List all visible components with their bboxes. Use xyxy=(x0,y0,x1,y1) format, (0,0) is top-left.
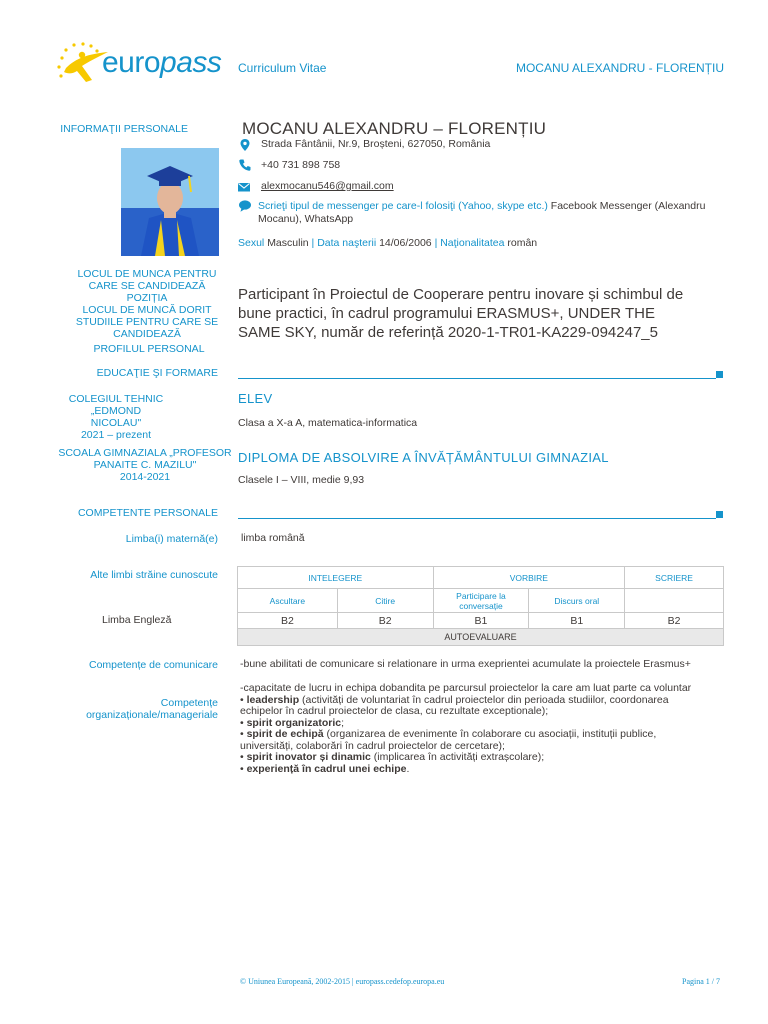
education-detail: Clasa a X-a A, matematica-informatica xyxy=(238,417,418,429)
mother-tongue-value: limba română xyxy=(241,532,305,544)
level-reading: B2 xyxy=(337,613,433,629)
header-doc-type: Curriculum Vitae xyxy=(238,61,327,75)
position-label: STUDIILE PENTRU CARE SE xyxy=(75,316,219,328)
section-divider xyxy=(238,378,716,379)
level-listening: B2 xyxy=(238,613,338,629)
skill-description: ; xyxy=(341,716,345,729)
messenger-info xyxy=(258,200,728,226)
language-table xyxy=(237,566,724,646)
messenger-hint: Scrieţi tipul de messenger pe care-l folosiţi (Yahoo, skype etc.) xyxy=(258,200,548,212)
education-item-school xyxy=(50,393,182,441)
skill-keyword: spirit inovator și dinamic xyxy=(246,751,371,763)
language-name: Limba Engleză xyxy=(102,614,172,626)
messenger-value-1: Facebook Messenger (Alexandru xyxy=(547,200,706,212)
email-icon xyxy=(237,180,251,194)
sex-label: Sexul xyxy=(238,237,265,249)
communication-text: -bune abilitati de comunicare si relationare in urma exeprientei acumulate la proiectele Erasmus+ xyxy=(240,658,691,670)
nationality-label: Naţionalitatea xyxy=(440,237,505,249)
school-name: SCOALA GIMNAZIALA „PROFESOR xyxy=(58,447,232,459)
communication-label: Competențe de comunicare xyxy=(89,659,218,671)
school-name: PANAITE C. MAZILU" xyxy=(93,459,197,471)
position-text-line: bune practici, în cadrul programului ERASMUS+, UNDER THE xyxy=(238,305,655,322)
other-languages-label: Alte limbi străine cunoscute xyxy=(90,569,218,581)
self-assessment-footer: AUTOEVALUARE xyxy=(238,629,724,646)
chat-bubble-icon xyxy=(238,199,252,213)
bullet-icon: • xyxy=(240,693,247,706)
education-period: 2014-2021 xyxy=(119,471,171,483)
skill-description: (organizarea de evenimente în colaborare cu asociații, instituții publice, xyxy=(323,728,657,740)
skill-keyword: spirit de echipă xyxy=(246,728,324,740)
mother-tongue-label: Limba(i) maternă(e) xyxy=(125,533,218,545)
position-label: CARE SE CANDIDEAZĂ xyxy=(88,280,206,292)
position-text-line: SAME SKY, număr de referință 2020-1-TR01-KA229-094247_5 xyxy=(238,324,658,341)
position-labels xyxy=(62,268,232,355)
phone: +40 731 898 758 xyxy=(261,159,341,171)
header-writing: SCRIERE xyxy=(625,567,724,589)
logo-text-pass: pass xyxy=(160,46,222,79)
organisational-label xyxy=(40,697,218,721)
position-label: LOCUL DE MUNCA PENTRU xyxy=(77,268,217,280)
header-interaction-line: Participare la xyxy=(456,590,506,601)
section-divider xyxy=(238,518,716,519)
header-reading: Citire xyxy=(337,589,433,613)
skill-description: universități, colaborări în cadrul proiectelor de cercetare); xyxy=(240,739,505,752)
header-production: Discurs oral xyxy=(529,589,625,613)
organisational-text xyxy=(240,683,730,775)
education-period: 2021 – prezent xyxy=(80,429,152,441)
bullet-icon: • xyxy=(240,751,247,763)
separator: | xyxy=(311,237,315,249)
personal-details-line xyxy=(238,237,537,250)
header-empty xyxy=(625,589,724,613)
skill-keyword: leadership xyxy=(246,693,300,706)
address: Strada Fântânii, Nr.9, Broșteni, 627050, România xyxy=(261,138,491,150)
full-name: MOCANU ALEXANDRU – FLORENȚIU xyxy=(242,119,547,138)
organisational-list xyxy=(240,695,730,776)
position-label: POZIȚIA xyxy=(126,292,168,304)
header-person-name: MOCANU ALEXANDRU - FLORENȚIU xyxy=(515,61,724,75)
organisational-label-line: Competențe xyxy=(160,697,218,709)
footer-copyright: © Uniunea Europeană, 2002-2015 | europass.cedefop.europa.eu xyxy=(240,977,445,986)
header-listening: Ascultare xyxy=(238,589,338,613)
education-title: DIPLOMA DE ABSOLVIRE A ÎNVĂȚĂMÂNTULUI GIMNAZIAL xyxy=(238,450,609,465)
header-interaction-line: conversație xyxy=(459,600,503,611)
skill-keyword: spirit organizatoric xyxy=(246,716,342,729)
nationality-value: român xyxy=(507,237,538,249)
education-title: ELEV xyxy=(238,391,273,406)
level-production: B1 xyxy=(529,613,625,629)
location-pin-icon xyxy=(238,138,252,152)
school-name: COLEGIUL TEHNIC „EDMOND xyxy=(68,393,164,417)
section-label-education: EDUCAŢIE ŞI FORMARE xyxy=(96,367,218,379)
footer-page-number: Pagina 1 / 7 xyxy=(682,977,720,986)
skill-description: (implicarea în activități extrașcolare); xyxy=(370,751,545,763)
phone-icon xyxy=(238,158,252,172)
section-divider-marker xyxy=(716,511,723,518)
bullet-icon: • xyxy=(240,716,247,729)
skill-description: . xyxy=(406,762,410,775)
organisational-intro: -capacitate de lucru in echipa dobandita pe parcursul proiectelor la care am luat parte ca voluntar xyxy=(240,682,692,694)
position-label: PROFILUL PERSONAL xyxy=(93,343,205,355)
organisational-list-item xyxy=(240,764,730,776)
position-label: CANDIDEAZĂ xyxy=(113,328,181,340)
separator: | xyxy=(434,237,438,249)
position-label: LOCUL DE MUNCĂ DORIT xyxy=(82,304,212,316)
bullet-icon: • xyxy=(240,728,247,740)
messenger-value-2: Mocanu), WhatsApp xyxy=(258,213,354,225)
section-label-personal: INFORMAŢII PERSONALE xyxy=(60,123,188,135)
education-detail: Clasele I – VIII, medie 9,93 xyxy=(238,474,365,486)
header-interaction xyxy=(433,589,529,613)
email-link[interactable]: alexmocanu546@gmail.com xyxy=(261,180,394,192)
organisational-label-line: organizaționale/manageriale xyxy=(86,709,218,721)
level-interaction: B1 xyxy=(433,613,529,629)
dob-label: Data naşterii xyxy=(317,237,377,249)
dob-value: 14/06/2006 xyxy=(379,237,432,249)
logo-text-euro: euro xyxy=(102,46,161,79)
position-text-line: Participant în Proiectul de Cooperare pentru inovare și schimbul de xyxy=(238,286,684,303)
bullet-icon: • xyxy=(240,762,247,775)
header-understanding: INTELEGERE xyxy=(238,567,434,589)
skill-description: (activități de voluntariat în cadrul proiectelor din perioada studiilor, coordonarea xyxy=(299,693,669,706)
skill-description: echipelor în cadrul proiectelor de clasa, cu rezultate exceptionale); xyxy=(240,705,549,717)
europass-logo xyxy=(52,38,222,88)
sex-value: Masculin xyxy=(267,237,309,249)
section-divider-marker xyxy=(716,371,723,378)
level-writing: B2 xyxy=(625,613,724,629)
school-name: NICOLAU" xyxy=(90,417,142,429)
header-speaking: VORBIRE xyxy=(433,567,625,589)
skill-keyword: experiență în cadrul unei echipe xyxy=(246,762,407,775)
position-text xyxy=(238,285,728,342)
profile-photo xyxy=(121,148,219,256)
section-label-skills: COMPETENTE PERSONALE xyxy=(77,507,218,519)
education-item-school xyxy=(50,447,240,483)
